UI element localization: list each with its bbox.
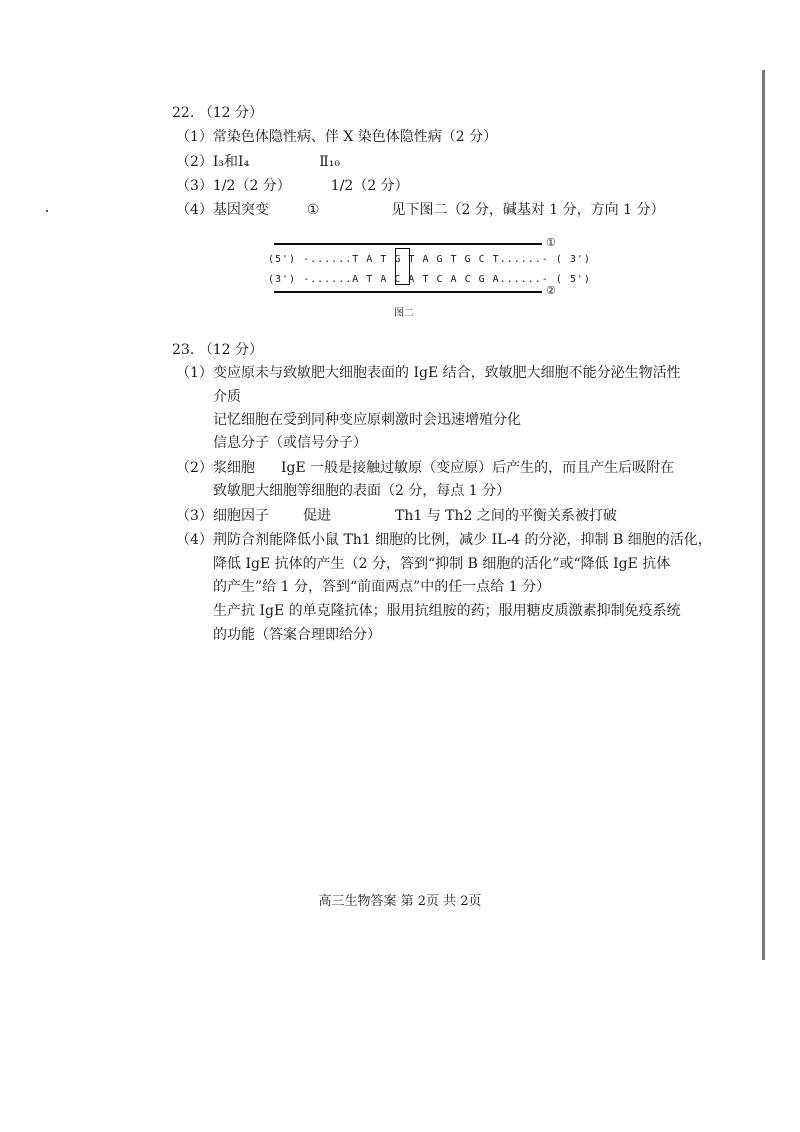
q23-part2-line1	[213, 459, 674, 477]
page-footer: 高三生物答案 第 2页 共 2页	[318, 894, 482, 909]
q22-part4-answer-b: ①	[306, 202, 320, 218]
q23-part3-answer-b: 促进	[303, 508, 331, 524]
strand-1-label: ①	[546, 236, 556, 249]
q23-part2-line2: 致敏肥大细胞等细胞的表面（2 分，每点 1 分）	[213, 483, 511, 499]
q23-part3-answer-a: 细胞因子	[213, 508, 269, 524]
q22-part3-answer-a: （3）1/2（2 分）	[176, 178, 291, 194]
figure-caption: 图二	[394, 308, 414, 319]
dna-diagram	[262, 236, 591, 319]
scan-edge-shadow	[762, 70, 765, 960]
q22-part2-answer-a: （2）Ⅰ₃和Ⅰ₄	[176, 154, 250, 170]
q22-title: 22. （12 分）	[172, 105, 263, 121]
q23-part1-label: （1）	[176, 365, 213, 381]
q23-part2-label: （2）	[176, 460, 213, 476]
q22-part3	[176, 177, 409, 195]
q23-part3-line	[213, 507, 617, 525]
q23-part2-answer-a: 浆细胞	[213, 460, 255, 476]
mutation-highlight-box	[395, 248, 410, 285]
q23-part1-line3: 记忆细胞在受到同种变应原刺激时会迅速增殖分化	[213, 412, 521, 428]
q22-part4-answer-c: 见下图二（2 分，碱基对 1 分，方向 1 分）	[391, 202, 665, 218]
q23-part4-line3: 的产生”给 1 分，答到“前面两点”中的任一点给 1 分）	[213, 579, 551, 595]
q23-part1-line4: 信息分子（或信号分子）	[213, 435, 367, 451]
q23-part4-line5: 的功能（答案合理即给分）	[213, 627, 381, 643]
q23-part3-label: （3）	[176, 508, 213, 524]
q23-part3-answer-c: Th1 与 Th2 之间的平衡关系被打破	[395, 508, 617, 524]
q23-title: 23. （12 分）	[172, 342, 263, 358]
bottom-strand-sequence: (3') -......A T A C A T C A C G A......- ( 5')	[268, 274, 591, 285]
q23-part2-answer-b: IgE 一般是接触过敏原（变应原）后产生的，而且产生后吸附在	[281, 460, 675, 476]
q23-part4-line4: 生产抗 IgE 的单克隆抗体；服用抗组胺的药；服用糖皮质激素抑制免疫系统	[213, 603, 681, 619]
q23-part1-line1: 变应原未与致敏肥大细胞表面的 IgE 结合，致敏肥大细胞不能分泌生物活性	[213, 365, 681, 381]
strand-2-line	[274, 291, 542, 293]
q23-part4-label: （4）	[176, 532, 213, 548]
q22-part4-answer-a: （4）基因突变	[176, 202, 269, 218]
top-strand-sequence: (5') -......T A T G T A G T G C T......- ( 3')	[268, 254, 591, 265]
strand-1-line	[274, 243, 542, 245]
q23-part4-line1: 荆防合剂能降低小鼠 Th1 细胞的比例，减少 IL-4 的分泌，抑制 B 细胞的活化，	[213, 532, 712, 548]
q22-part2	[176, 153, 340, 171]
strand-2-label: ②	[546, 284, 556, 297]
q22-part3-answer-b: 1/2（2 分）	[330, 178, 409, 194]
q22-part2-answer-b: Ⅱ₁₀	[319, 154, 340, 170]
scan-speck	[46, 210, 48, 212]
q23-part4-line2: 降低 IgE 抗体的产生（2 分，答到“抑制 B 细胞的活化”或“降低 IgE 抗体	[213, 556, 671, 572]
q23-part1-line2: 介质	[213, 389, 241, 405]
q22-part1: （1）常染色体隐性病、伴 X 染色体隐性病（2 分）	[176, 129, 498, 145]
q22-part4	[176, 201, 664, 219]
